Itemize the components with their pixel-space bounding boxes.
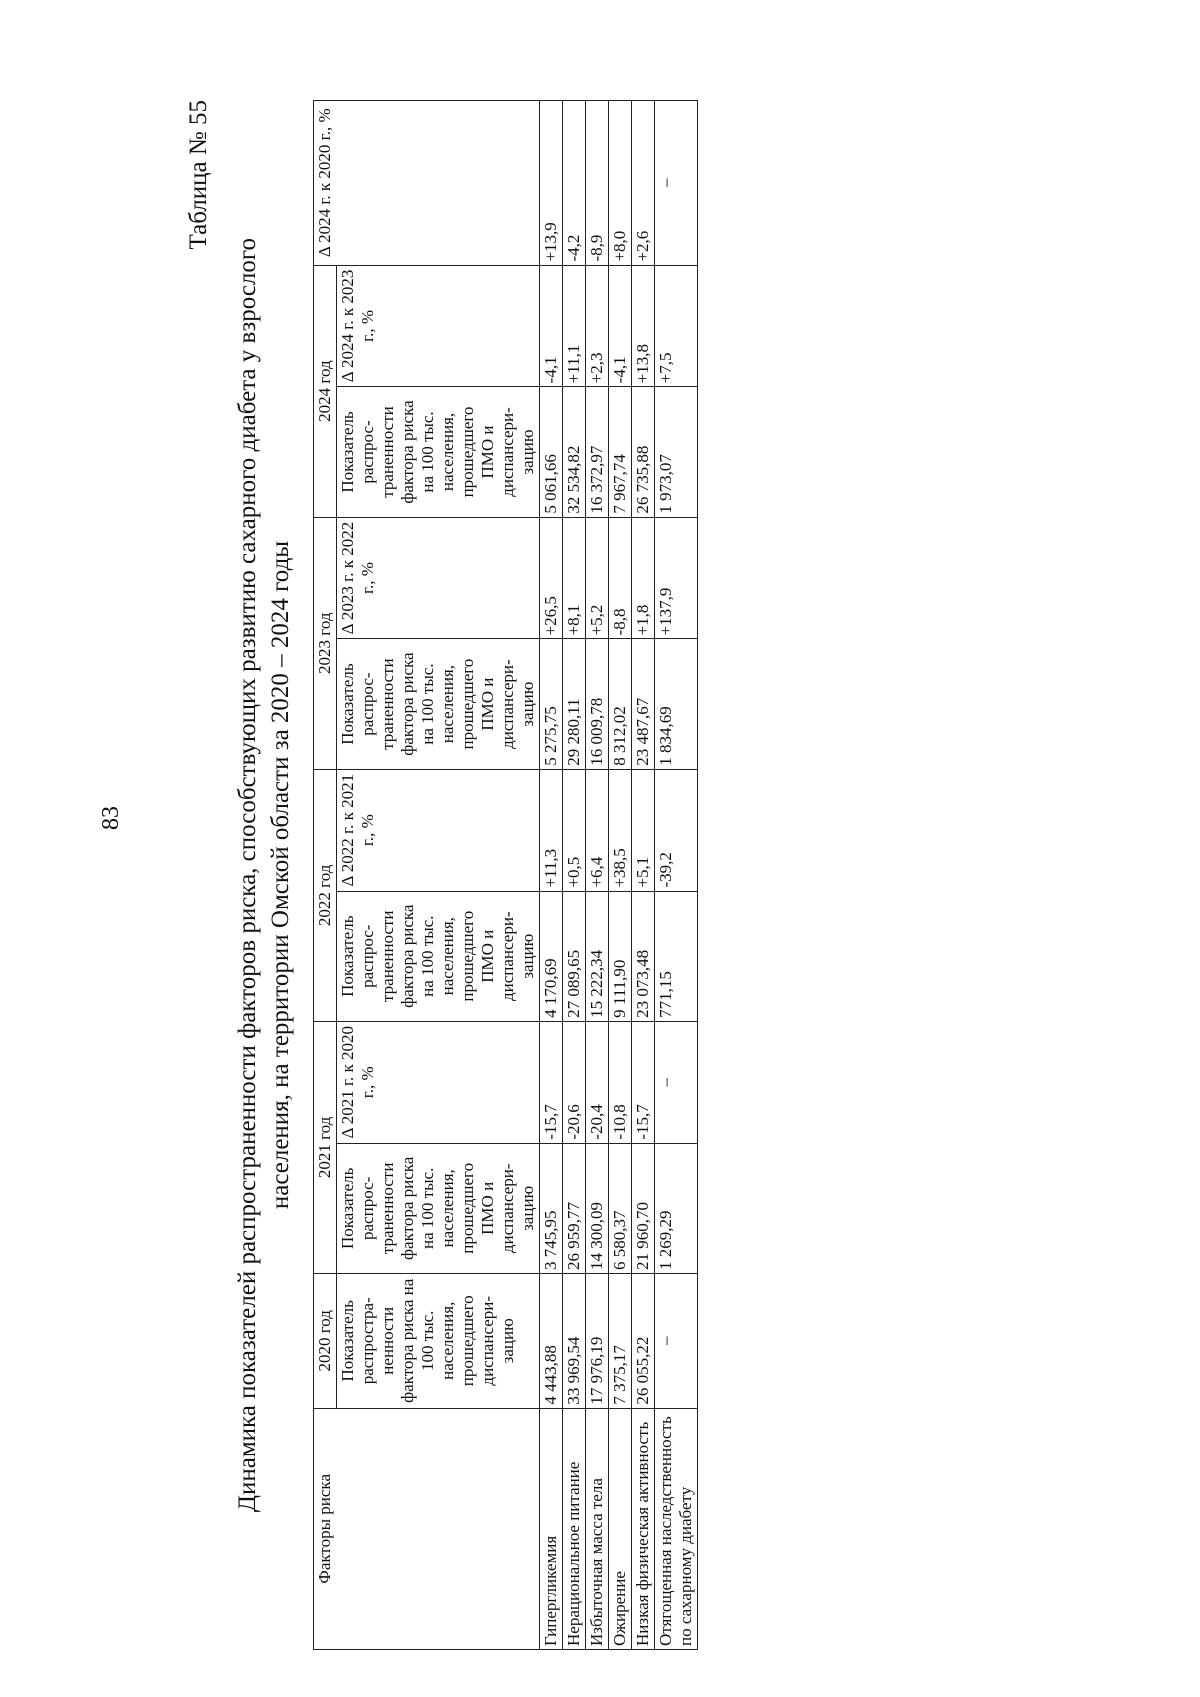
header-delta-2022: Δ 2022 г. к 2021 г., % (337, 769, 540, 891)
delta-2022: +0,5 (563, 769, 586, 891)
value-2021: 21 960,70 (632, 1143, 655, 1273)
header-2020: 2020 год (314, 1273, 337, 1408)
value-2024: 5 061,66 (540, 387, 563, 517)
header-2021: 2021 год (314, 1021, 337, 1273)
factor-cell: Ожирение (609, 1408, 632, 1649)
header-delta-2024: Δ 2024 г. к 2023 г., % (337, 265, 540, 387)
delta-2024: -4,1 (540, 265, 563, 387)
delta-2022: +38,5 (609, 769, 632, 891)
value-2023: 16 009,78 (586, 639, 609, 769)
value-2020: 33 969,54 (563, 1273, 586, 1408)
table-row (586, 101, 609, 1650)
value-2023: 5 275,75 (540, 639, 563, 769)
value-2021: 26 959,77 (563, 1143, 586, 1273)
delta-2022: +11,3 (540, 769, 563, 891)
value-2020: 17 976,19 (586, 1273, 609, 1408)
title-line-2: населения, на территории Омской области за 2020 – 2024 годы (267, 540, 294, 1210)
delta-2023: +8,1 (563, 517, 586, 639)
delta-2022: +6,4 (586, 769, 609, 891)
value-2024: 1 973,07 (655, 387, 698, 517)
value-2021: 3 745,95 (540, 1143, 563, 1273)
header-2023: 2023 год (314, 517, 337, 769)
delta-2024: +13,8 (632, 265, 655, 387)
value-2021: 14 300,09 (586, 1143, 609, 1273)
value-2022: 771,15 (655, 891, 698, 1021)
delta-2021: -15,7 (540, 1021, 563, 1143)
delta-total: -4,2 (563, 101, 586, 266)
delta-2024: +11,1 (563, 265, 586, 387)
value-2020: 4 443,88 (540, 1273, 563, 1408)
delta-2024: -4,1 (609, 265, 632, 387)
value-2022: 9 111,90 (609, 891, 632, 1021)
value-2020: 26 055,22 (632, 1273, 655, 1408)
table-row (632, 101, 655, 1650)
header-indicator-2022: Показатель распрос-траненности фактора риска на 100 тыс. населения, прошедшего ПМО и диспансери-зацию (337, 891, 540, 1021)
header-2024: 2024 год (314, 265, 337, 517)
delta-2022: -39,2 (655, 769, 698, 891)
value-2024: 26 735,88 (632, 387, 655, 517)
header-indicator-2021: Показатель распрос-траненности фактора риска на 100 тыс. населения, прошедшего ПМО и диспансери-зацию (337, 1143, 540, 1273)
value-2022: 4 170,69 (540, 891, 563, 1021)
title-line-1: Динамика показателей распространенности факторов риска, способствующих развитию сахарного диабета у взрослого (234, 237, 261, 1513)
value-2020: 7 375,17 (609, 1273, 632, 1408)
value-2023: 1 834,69 (655, 639, 698, 769)
factor-cell: Низкая физическая активность (632, 1408, 655, 1649)
table-row (563, 101, 586, 1650)
delta-2021: -20,4 (586, 1021, 609, 1143)
header-delta-2023: Δ 2023 г. к 2022 г., % (337, 517, 540, 639)
value-2024: 16 372,97 (586, 387, 609, 517)
value-2022: 27 089,65 (563, 891, 586, 1021)
delta-total: – (655, 101, 698, 266)
delta-2023: +137,9 (655, 517, 698, 639)
delta-total: +13,9 (540, 101, 563, 266)
risk-factors-table (313, 100, 698, 1650)
delta-2023: +26,5 (540, 517, 563, 639)
delta-2021: -15,7 (632, 1021, 655, 1143)
delta-total: +8,0 (609, 101, 632, 266)
table-label: Таблица № 55 (185, 100, 212, 250)
rotated-content (185, 100, 698, 1650)
delta-2021: – (655, 1021, 698, 1143)
value-2022: 23 073,48 (632, 891, 655, 1021)
value-2020: – (655, 1273, 698, 1408)
header-2022: 2022 год (314, 769, 337, 1021)
value-2021: 6 580,37 (609, 1143, 632, 1273)
table-title (231, 100, 297, 1650)
delta-total: -8,9 (586, 101, 609, 266)
factor-cell: Избыточная масса тела (586, 1408, 609, 1649)
table-row (655, 101, 698, 1650)
value-2021: 1 269,29 (655, 1143, 698, 1273)
value-2024: 32 534,82 (563, 387, 586, 517)
page-number: 83 (98, 806, 124, 830)
header-indicator-2020: Показатель распростра-ненности фактора риска на 100 тыс. населения, прошедшего диспансери-зацию (337, 1273, 540, 1408)
delta-2023: +5,2 (586, 517, 609, 639)
delta-2022: +5,1 (632, 769, 655, 891)
value-2023: 23 487,67 (632, 639, 655, 769)
factor-cell: Гипергликемия (540, 1408, 563, 1649)
delta-2021: -10,8 (609, 1021, 632, 1143)
header-indicator-2023: Показатель распрос-траненности фактора риска на 100 тыс. населения, прошедшего ПМО и диспансери-зацию (337, 639, 540, 769)
value-2024: 7 967,74 (609, 387, 632, 517)
table-row (540, 101, 563, 1650)
delta-2024: +2,3 (586, 265, 609, 387)
header-factors: Факторы риска (314, 1408, 540, 1649)
factor-cell: Нерациональное питание (563, 1408, 586, 1649)
delta-2023: -8,8 (609, 517, 632, 639)
header-delta-2021: Δ 2021 г. к 2020 г., % (337, 1021, 540, 1143)
delta-total: +2,6 (632, 101, 655, 266)
value-2023: 8 312,02 (609, 639, 632, 769)
table-row (609, 101, 632, 1650)
header-delta-total: Δ 2024 г. к 2020 г., % (314, 101, 540, 266)
header-indicator-2024: Показатель распрос-траненности фактора риска на 100 тыс. населения, прошедшего ПМО и диспансери-зацию (337, 387, 540, 517)
delta-2021: -20,6 (563, 1021, 586, 1143)
factor-cell: Отягощенная наследственность по сахарному диабету (655, 1408, 698, 1649)
value-2022: 15 222,34 (586, 891, 609, 1021)
value-2023: 29 280,11 (563, 639, 586, 769)
delta-2024: +7,5 (655, 265, 698, 387)
delta-2023: +1,8 (632, 517, 655, 639)
